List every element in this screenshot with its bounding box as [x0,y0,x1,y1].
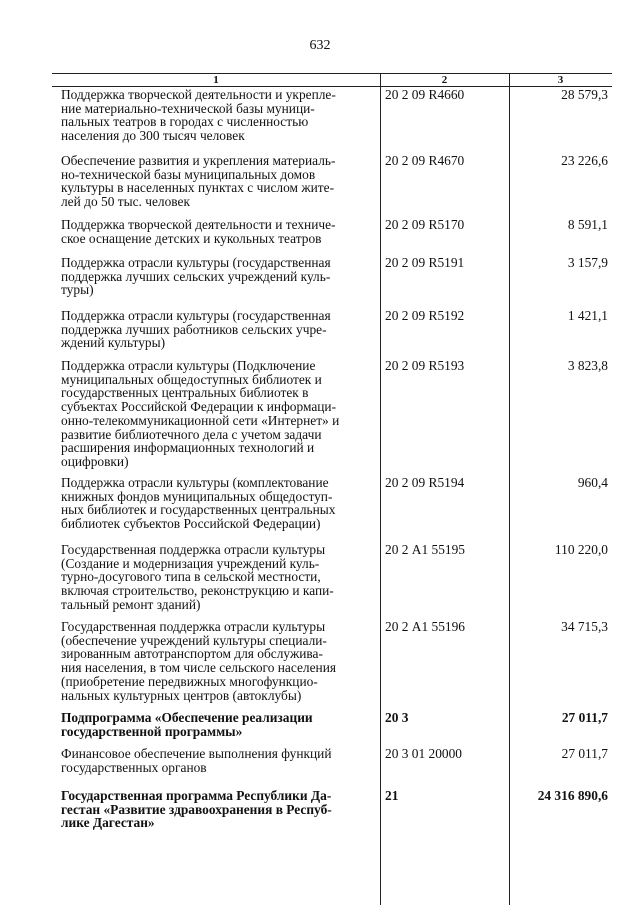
description-line: включая строительство, реконструкцию и капи- [61,583,334,599]
description-line: турно-досугового типа в сельской местности, [61,569,321,585]
row-amount: 8 591,1 [567,217,608,232]
description-line: государственных органов [61,759,207,775]
row-amount: 27 011,7 [561,746,608,761]
row-description [61,711,377,738]
description-line: Государственная поддержка отрасли культуры [61,619,326,634]
row-code: 20 2 09 R5192 [385,308,465,323]
description-line: Поддержка творческой деятельности и техниче- [61,217,336,232]
description-line: зированным автотранспортом для обслужива- [61,646,323,662]
row-code: 20 2 09 R4670 [385,153,465,168]
row-description [61,620,377,702]
description-line: Поддержка отрасли культуры (государственная [61,308,331,323]
row-description [61,789,377,830]
description-line: развитие библиотечного дела с учетом задачи [61,426,322,442]
description-line: но-технической базы муниципальных домов [61,166,316,182]
row-code: 20 2 А1 55195 [385,542,465,557]
column-header-1: 1 [213,74,219,86]
description-line: Поддержка отрасли культуры (комплектование [61,475,329,490]
description-line: населения до 300 тысяч человек [61,128,245,144]
description-line: туры) [61,282,94,298]
description-line: ния населения, в том числе сельского населения [61,660,337,676]
row-amount: 3 157,9 [567,255,608,270]
description-line: Государственная поддержка отрасли культуры [61,542,326,557]
row-amount: 3 823,8 [567,358,608,373]
row-code: 21 [385,788,399,803]
row-amount: 1 421,1 [567,308,608,323]
description-line: ние материально-технической базы муници- [61,100,315,116]
description-line: гестан «Развитие здравоохранения в Респуб- [61,801,332,817]
row-amount: 24 316 890,6 [537,788,608,803]
budget-table [52,73,612,905]
description-line: поддержка лучших работников сельских учре- [61,321,327,337]
description-line: Государственная программа Республики Да- [61,788,332,803]
row-description [61,747,377,774]
description-line: государственной программы» [61,723,243,739]
row-code: 20 2 09 R5193 [385,358,465,373]
description-line: Поддержка отрасли культуры (Подключение [61,358,316,373]
description-line: нальных культурных центров (автоклубы) [61,687,302,703]
description-line: лике Дагестан» [61,815,155,831]
description-line: субъектах Российской Федерации к информаци- [61,399,337,415]
description-line: (приобретение передвижных многофункцио- [61,673,318,689]
row-amount: 110 220,0 [554,542,608,557]
description-line: Поддержка творческой деятельности и укрепле- [61,87,336,102]
row-amount: 27 011,7 [561,710,608,725]
row-code: 20 2 09 R5191 [385,255,465,270]
row-amount: 960,4 [577,475,608,490]
description-line: культуры в населенных пунктах с числом жите- [61,180,335,196]
row-code: 20 2 09 R4660 [385,87,465,102]
row-description [61,154,377,209]
row-amount: 28 579,3 [561,87,608,102]
description-line: ных библиотек и государственных центральных [61,502,336,518]
description-line: оцифровки) [61,453,129,469]
description-line: Финансовое обеспечение выполнения функций [61,746,332,761]
description-line: расширения информационных технологий и [61,440,315,456]
row-code: 20 3 01 20000 [385,746,462,761]
description-line: поддержка лучших сельских учреждений куль- [61,268,331,284]
row-description [61,256,377,297]
row-description [61,476,377,531]
row-code: 20 3 [385,710,409,725]
row-amount: 34 715,3 [561,619,608,634]
description-line: ское оснащение детских и кукольных театров [61,230,322,246]
column-header-2: 2 [441,74,448,86]
row-description [61,309,377,350]
description-line: ждений культуры) [61,335,166,351]
row-description [61,359,377,469]
description-line: онно-телекоммуникационной сети «Интернет» и [61,412,340,428]
description-line: Поддержка отрасли культуры (государственная [61,255,331,270]
column-header-3: 3 [557,74,564,86]
column-divider-2 [509,73,510,905]
description-line: лей до 50 тыс. человек [61,194,190,210]
description-line: Обеспечение развития и укрепления материаль- [61,153,336,168]
page-number: 632 [309,38,331,53]
column-divider-1 [380,73,381,905]
description-line: тальный ремонт зданий) [61,596,201,612]
description-line: Подпрограмма «Обеспечение реализации [61,710,313,725]
row-description [61,218,377,245]
description-line: (Создание и модернизация учреждений куль- [61,555,320,571]
row-description [61,543,377,612]
row-description [61,88,377,143]
description-line: книжных фондов муниципальных общедоступ- [61,488,333,504]
description-line: государственных центральных библиотек в [61,385,309,401]
row-code: 20 2 09 R5170 [385,217,465,232]
row-code: 20 2 А1 55196 [385,619,465,634]
row-code: 20 2 09 R5194 [385,475,465,490]
description-line: (обеспечение учреждений культуры специали- [61,632,327,648]
description-line: библиотек субъектов Российской Федерации) [61,516,321,532]
description-line: пальных театров в городах с численностью [61,114,309,130]
row-amount: 23 226,6 [561,153,608,168]
description-line: муниципальных общедоступных библиотек и [61,371,322,387]
